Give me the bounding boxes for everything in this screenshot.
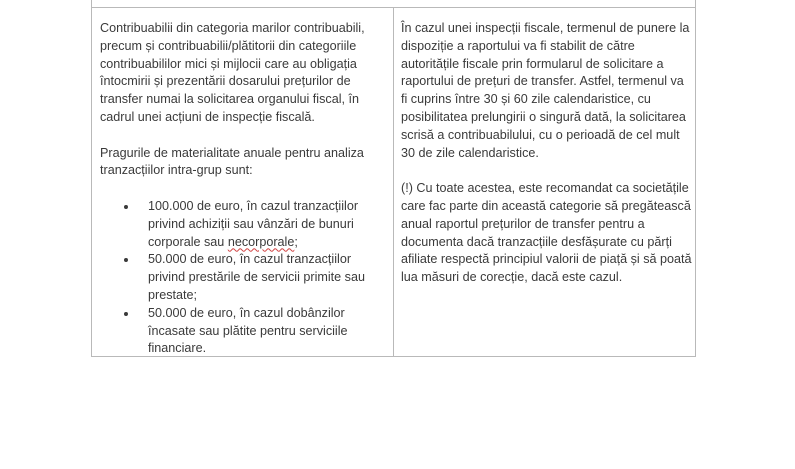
table-cell-right (401, 20, 693, 287)
table-column-divider (393, 7, 394, 356)
bullet-icon (124, 205, 128, 209)
intro-paragraph: Contribuabilii din categoria marilor contribuabili, precum și contribuabilii/plătitorii din categoriile contribuabililor mici și mijlocii care au obligația întocmirii și prezentării dosarului prețurilor de transfer numai la solicitarea organului fiscal, în cadrul unei acțiuni de inspecție fiscală. (100, 21, 365, 124)
list-item (100, 251, 388, 304)
document-table (91, 0, 696, 357)
threshold-text: 50.000 de euro, în cazul dobânzilor încasate sau plătite pentru serviciile financiare. (148, 305, 348, 356)
list-item (100, 305, 388, 358)
thresholds-heading: Pragurile de materialitate anuale pentru analiza tranzacțiilor intra-grup sunt: (100, 145, 364, 178)
inspection-paragraph: În cazul unei inspecții fiscale, termenul de punere la dispoziție a raportului va fi stabilit de către autoritățile fiscale prin formularul de solicitare a raportului de prețuri de transfer. Astfel, termenul va fi cuprins între 30 și 60 zile calendaristice, cu posibilitatea prelungirii o singură dată, la solicitarea scrisă a contribuabilului, cu o perioadă de cel mult 30 de zile calendaristice. (401, 21, 690, 160)
bullet-icon (124, 312, 128, 316)
spellcheck-flagged-word[interactable]: necorporale (227, 234, 295, 249)
thresholds-list (100, 198, 388, 358)
threshold-text-end: ; (294, 234, 298, 249)
table-cell-left (100, 20, 388, 358)
threshold-text: 50.000 de euro, în cazul tranzacțiilor privind prestările de servicii primite sau prestate; (148, 252, 365, 302)
recommendation-paragraph: (!) Cu toate acestea, este recomandat ca societățile care fac parte din această categorie să pregătească anual raportul prețurilor de transfer pentru a documenta dacă tranzacțiile desfășurate cu părți afiliate respectă principiul valorii de piață și să poată lua măsuri de corecție, dacă este cazul. (401, 181, 692, 285)
threshold-text: 100.000 de euro, în cazul tranzacțiilor privind achiziții sau vânzări de bunuri corporale sau (148, 198, 359, 249)
bullet-icon (124, 258, 128, 262)
list-item (100, 198, 388, 251)
